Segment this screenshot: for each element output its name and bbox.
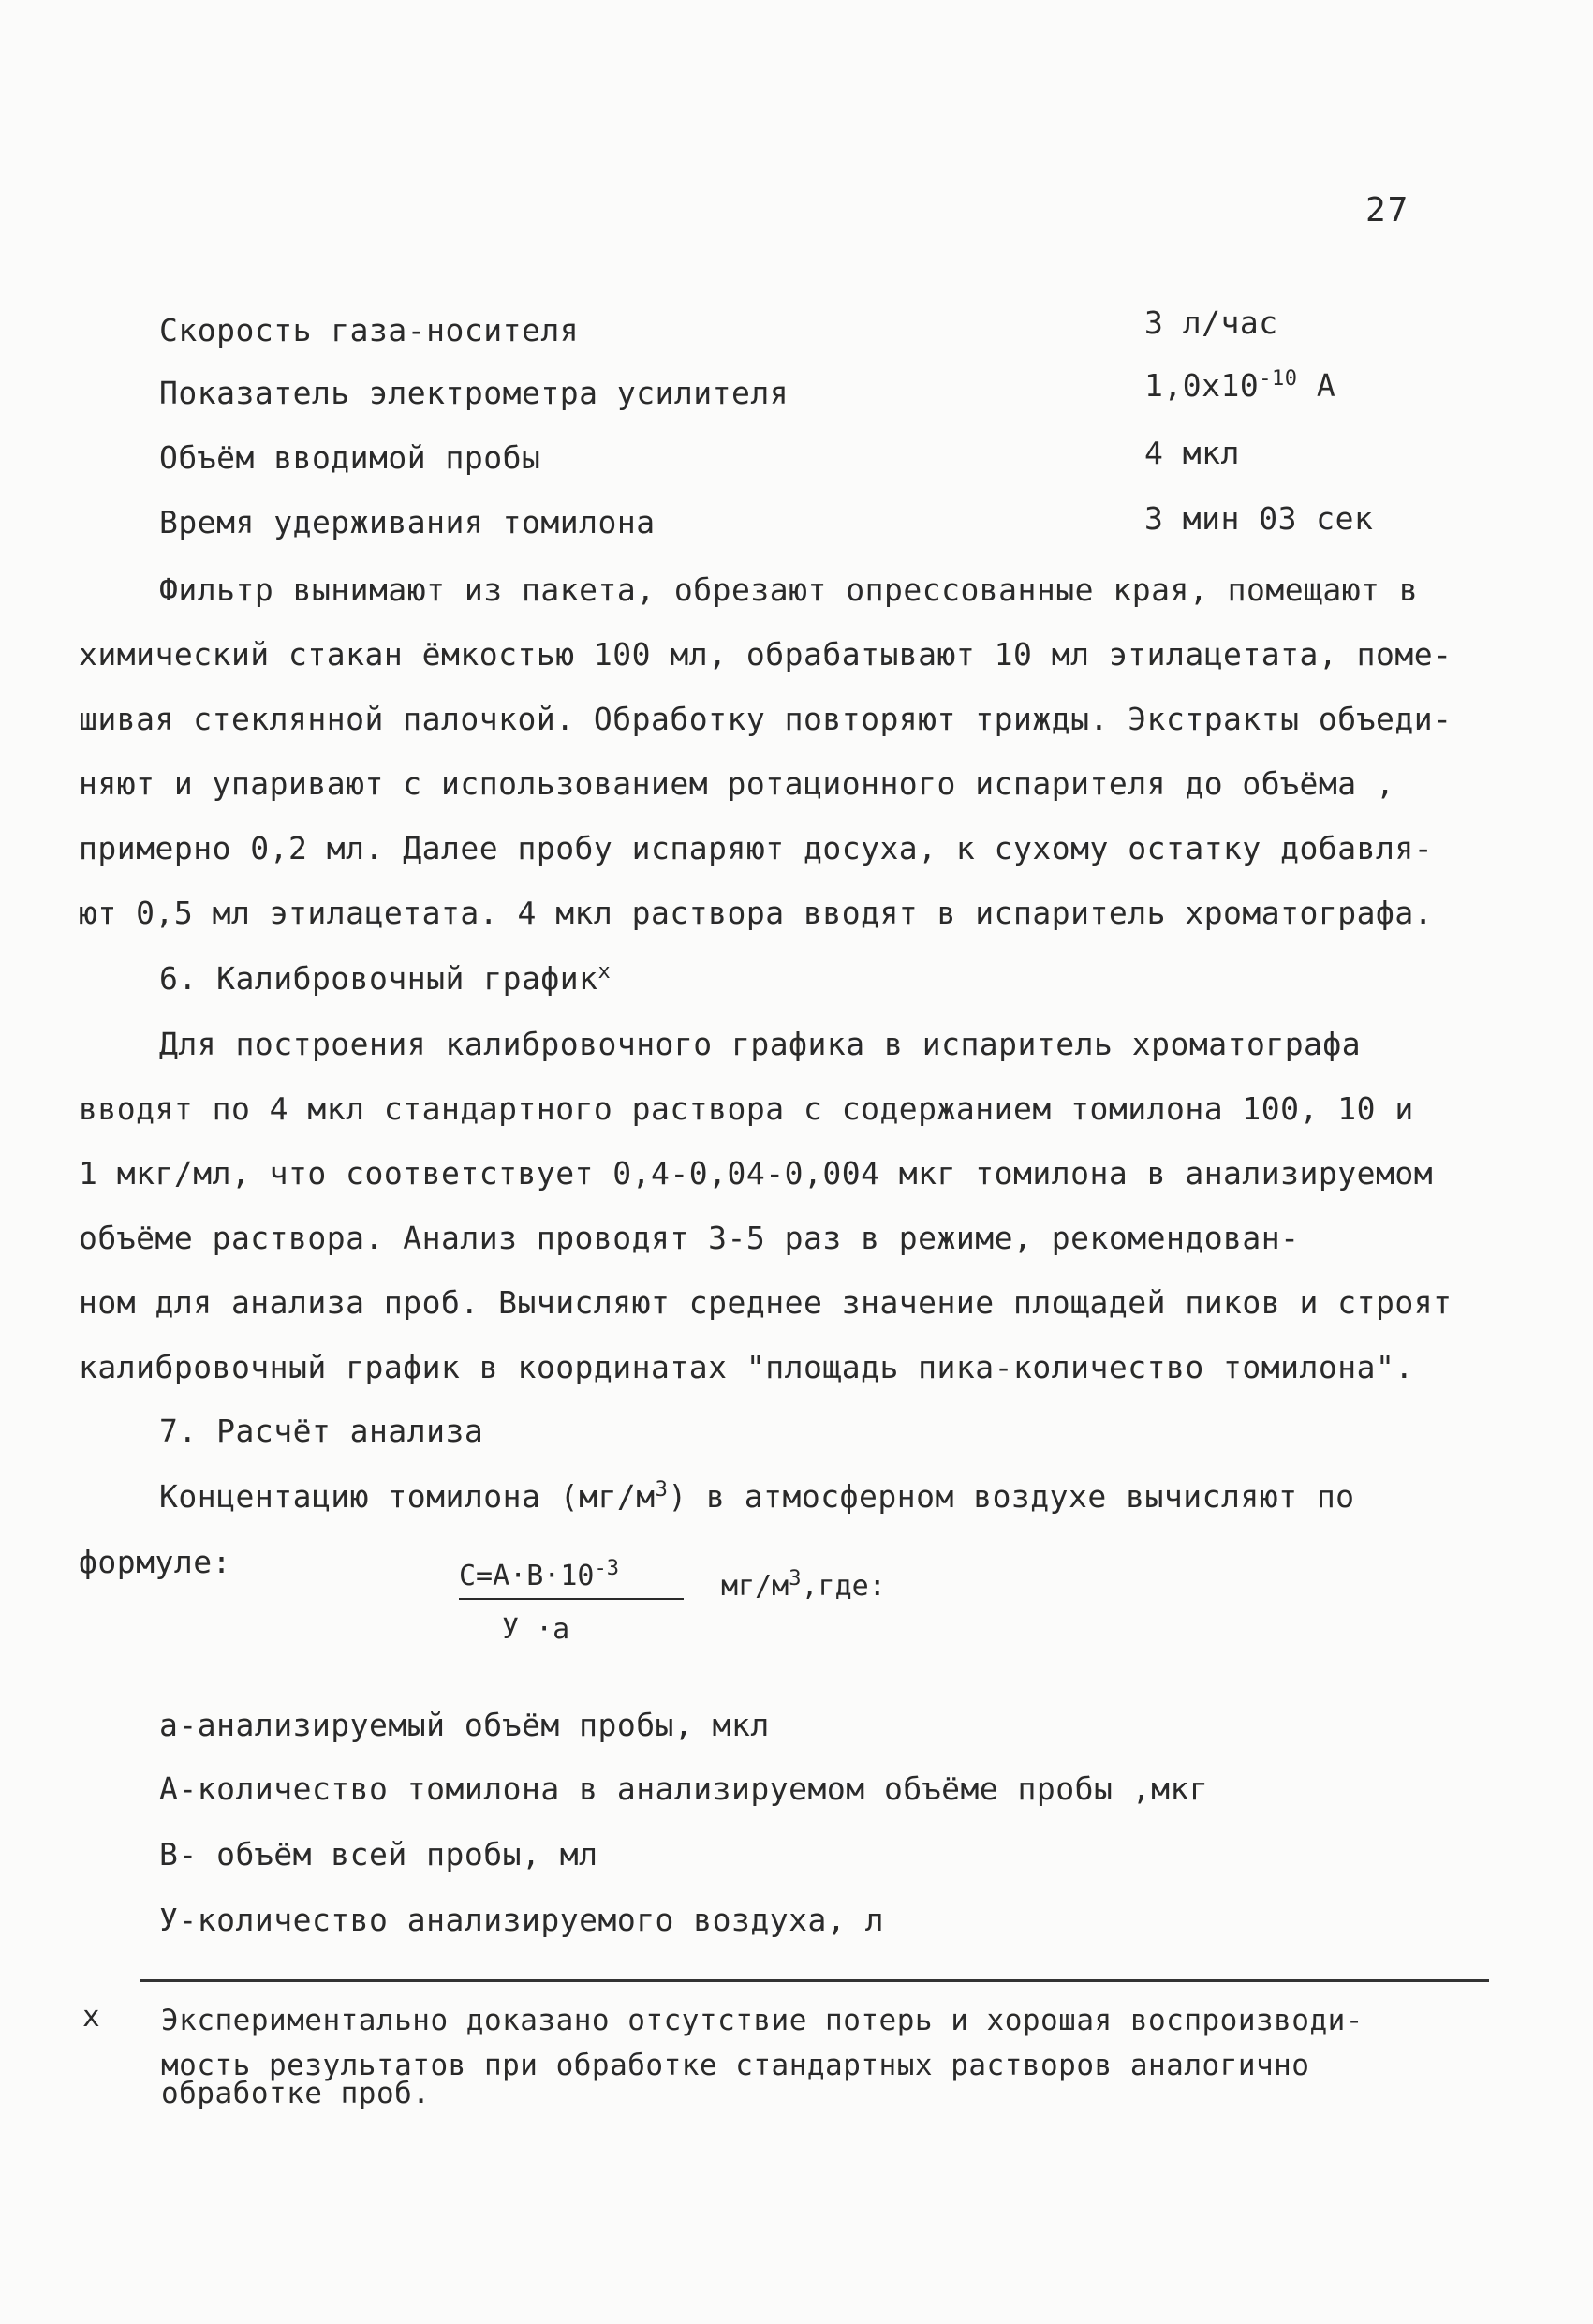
param-value: 3 л/час: [1144, 304, 1278, 341]
paragraph-line: химический стакан ёмкостью 100 мл, обрабатывают 10 мл этилацетата, поме-: [79, 636, 1453, 673]
param-label: Объём вводимой пробы: [159, 439, 541, 476]
param-label: Показатель электрометра усилителя: [159, 375, 789, 411]
paragraph-line: Фильтр вынимают из пакета, обрезают опрессованные края, помещают в: [159, 571, 1419, 608]
param-value: 4 мкл: [1144, 435, 1240, 471]
section-heading: 6. Калибровочный график$^x$: [159, 960, 612, 997]
param-value: 3 мин 03 сек: [1144, 500, 1374, 537]
definition-item: В- объём всей пробы, мл: [159, 1836, 598, 1873]
fraction-bar: [459, 1598, 684, 1600]
paragraph-line: ном для анализа проб. Вычисляют среднее значение площадей пиков и строят: [79, 1284, 1453, 1321]
formula-numerator: $C=A\cdot B\cdot 10^{-3}$: [459, 1557, 619, 1592]
page-number: 27: [1365, 191, 1410, 229]
paragraph-line: калибровочный график в координатах "площадь пика-количество томилона".: [79, 1349, 1414, 1385]
paragraph-line: формуле:: [79, 1544, 231, 1580]
paragraph-line: Для построения калибровочного графика в испаритель хроматографа: [159, 1026, 1362, 1062]
footnote-mark: x: [82, 2000, 100, 2034]
footnote-line: мость результатов при обработке стандартных растворов аналогично: [161, 2049, 1310, 2082]
footnote-line: обработке проб.: [161, 2077, 431, 2110]
definition-item: а-анализируемый объём пробы, мкл: [159, 1707, 770, 1743]
paragraph-line: примерно 0,2 мл. Далее пробу испаряют досуха, к сухому остатку добавля-: [79, 830, 1434, 866]
section-heading: 7. Расчёт анализа: [159, 1413, 484, 1449]
definition-item: А-количество томилона в анализируемом объёме пробы ,мкг: [159, 1770, 1209, 1807]
footnote-line: Экспериментально доказано отсутствие потерь и хорошая воспроизводи-: [161, 2004, 1364, 2037]
paragraph-line: шивая стеклянной палочкой. Обработку повторяют трижды. Экстракты объеди-: [79, 701, 1453, 737]
paragraph-line: объёме раствора. Анализ проводят 3-5 раз в режиме, рекомендован-: [79, 1220, 1300, 1256]
paragraph-line: 1 мкг/мл, что соответствует 0,4-0,04-0,004 мкг томилона в анализируемом: [79, 1155, 1434, 1192]
formula-denominator: У ·a: [502, 1613, 570, 1646]
paragraph-line: ют 0,5 мл этилацетата. 4 мкл раствора вводят в испаритель хроматографа.: [79, 895, 1434, 931]
paragraph-line: вводят по 4 мкл стандартного раствора с содержанием томилона 100, 10 и: [79, 1090, 1414, 1127]
param-label: Время удерживания томилона: [159, 504, 656, 540]
footnote-divider: [140, 1979, 1489, 1982]
paragraph-line: Концентацию томилона $(мг/м^3)$ в атмосферном воздухе вычисляют по: [159, 1478, 1355, 1515]
definition-item: У-количество анализируемого воздуха, л: [159, 1902, 884, 1938]
param-value: $1,0x10^{-10}$ А: [1144, 367, 1336, 404]
param-label: Скорость газа-носителя: [159, 312, 580, 348]
formula-unit: $мг/м^3,где$:: [721, 1567, 886, 1603]
paragraph-line: няют и упаривают с использованием ротационного испарителя до объёма ,: [79, 765, 1395, 802]
